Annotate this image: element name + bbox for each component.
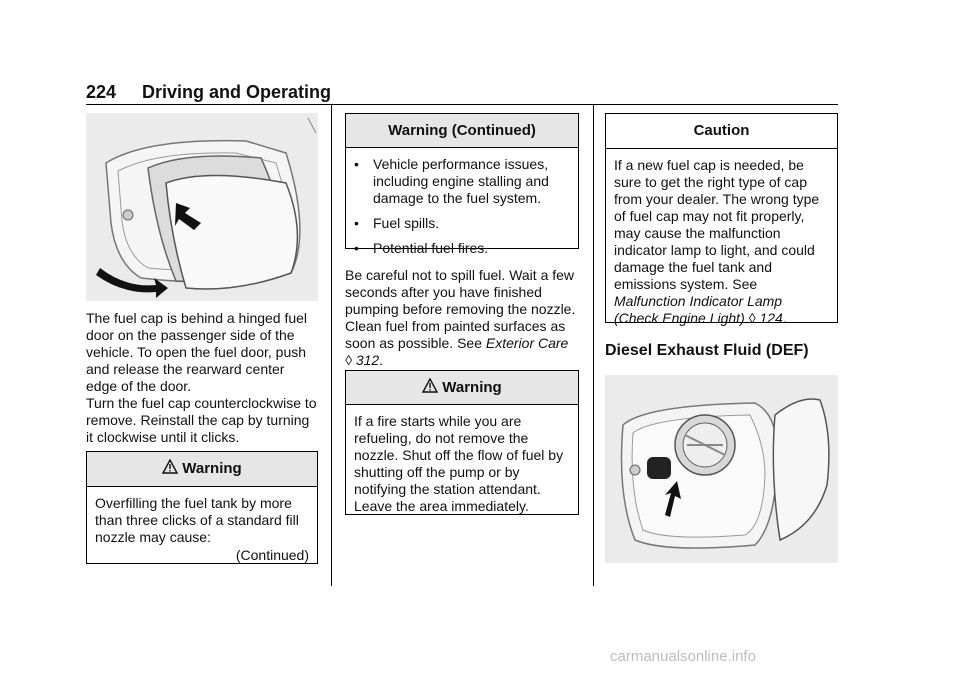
warning-header	[87, 452, 317, 487]
warning-triangle-icon	[422, 378, 438, 394]
fuel-door-paragraph: The fuel cap is behind a hinged fuel door on the passenger side of the vehicle. To open the fuel door, push and release the rearward center edge of the door.	[86, 310, 308, 394]
list-item: • Fuel spills.	[354, 215, 440, 231]
exterior-care-link[interactable]: Exterior Care ◊ 312	[345, 335, 569, 368]
spill-paragraph: Be careful not to spill fuel. Wait a few seconds after you have finished pumping before removing the nozzle. Clean fuel from painted surfaces as soon as possible. See Exterior Care ◊ 312.	[345, 267, 576, 368]
column-divider-2	[593, 104, 594, 586]
warning-triangle-icon	[162, 459, 178, 475]
watermark: carmanualsonline.info	[610, 648, 756, 665]
warning-header	[346, 371, 578, 405]
page-number: 224	[86, 82, 117, 102]
page-header	[86, 82, 331, 103]
overfill-warning-box	[86, 451, 318, 564]
ref-arrow-icon: ◊	[345, 352, 352, 368]
section-heading: Diesel Exhaust Fluid (DEF)	[605, 342, 809, 359]
continued-note: (Continued)	[235, 547, 309, 563]
warning-body: Overfilling the fuel tank by more than three clicks of a standard fill nozzle may cause:	[95, 495, 299, 545]
header-rule	[86, 104, 838, 105]
caution-box: Caution If a new fuel cap is needed, be sure to get the right type of cap from your dealer. The wrong type of fuel cap may not fit properly, may cause the malfunction indicator lamp to light, and could damage the fuel tank and emissions system. See Malfunction Indicator Lamp (Check Engine Light) ◊ 124.	[605, 113, 838, 323]
def-photo	[605, 375, 838, 563]
caution-body: If a new fuel cap is needed, be sure to get the right type of cap from your dealer. The wrong type of fuel cap may not fit properly, may cause the malfunction indicator lamp to light, and could damage the fuel tank and emissions system. See	[614, 157, 820, 292]
warning-continued-box	[345, 113, 579, 256]
warning-title: Warning	[442, 379, 502, 396]
list-item: • Vehicle performance issues, including engine stalling and damage to the fuel system.	[354, 156, 549, 206]
warning-continued-title: Warning (Continued)	[346, 114, 578, 148]
column-divider-1	[331, 104, 332, 586]
fuel-cap-paragraph: Turn the fuel cap counterclockwise to remove. Reinstall the cap by turning it clockwise until it clicks.	[86, 395, 317, 445]
warning-title: Warning	[182, 460, 242, 477]
warning-body: If a fire starts while you are refueling, do not remove the nozzle. Shut off the flow of fuel by shutting off the pump or by notifying the station attendant. Leave the area immediately.	[354, 413, 564, 514]
list-item: • Potential fuel fires.	[354, 240, 489, 256]
caution-title: Caution	[606, 114, 837, 149]
fuel-door-photo	[86, 113, 318, 301]
mil-link[interactable]: Malfunction Indicator Lamp (Check Engine Light) ◊ 124	[614, 293, 783, 326]
ref-arrow-icon: ◊	[748, 310, 756, 326]
fire-warning-box	[345, 370, 579, 515]
section-title: Driving and Operating	[142, 82, 332, 102]
